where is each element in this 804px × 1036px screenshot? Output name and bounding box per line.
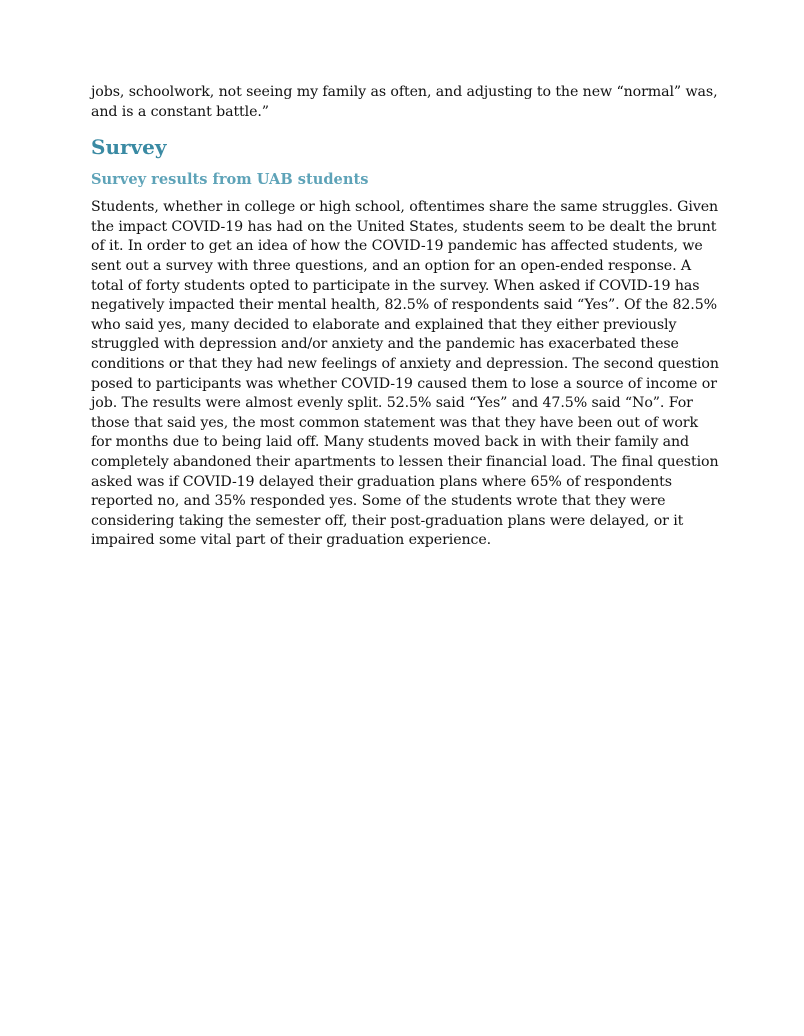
intro-paragraph: jobs, schoolwork, not seeing my family as often, and adjusting to the new “normal” was, and is a constant battle.”: [91, 84, 718, 120]
subsection-heading: Survey results from UAB students: [91, 171, 369, 189]
document-content: [91, 83, 721, 551]
section-heading: Survey: [91, 135, 167, 160]
body-paragraph: Students, whether in college or high school, oftentimes share the same struggles. Given the impact COVID-19 has had on the United States, students seem to be dealt the brunt of it. In order to get an idea of how the COVID-19 pandemic has affected students, we sent out a survey with three questions, and an option for an open-ended response. A total of forty students opted to participate in the survey. When asked if COVID-19 has negatively impacted their mental health, 82.5% of respondents said “Yes”. Of the 82.5% who said yes, many decided to elaborate and explained that they either previously struggled with depression and/or anxiety and the pandemic has exacerbated these conditions or that they had new feelings of anxiety and depression. The second question posed to participants was whether COVID-19 caused them to lose a source of income or job. The results were almost evenly split. 52.5% said “Yes” and 47.5% said “No”. For those that said yes, the most common statement was that they have been out of work for months due to being laid off. Many students moved back in with their family and completely abandoned their apartments to lessen their financial load. The final question asked was if COVID-19 delayed their graduation plans where 65% of respondents reported no, and 35% responded yes. Some of the students wrote that they were considering taking the semester off, their post-graduation plans were delayed, or it impaired some vital part of their graduation experience.: [91, 199, 719, 549]
